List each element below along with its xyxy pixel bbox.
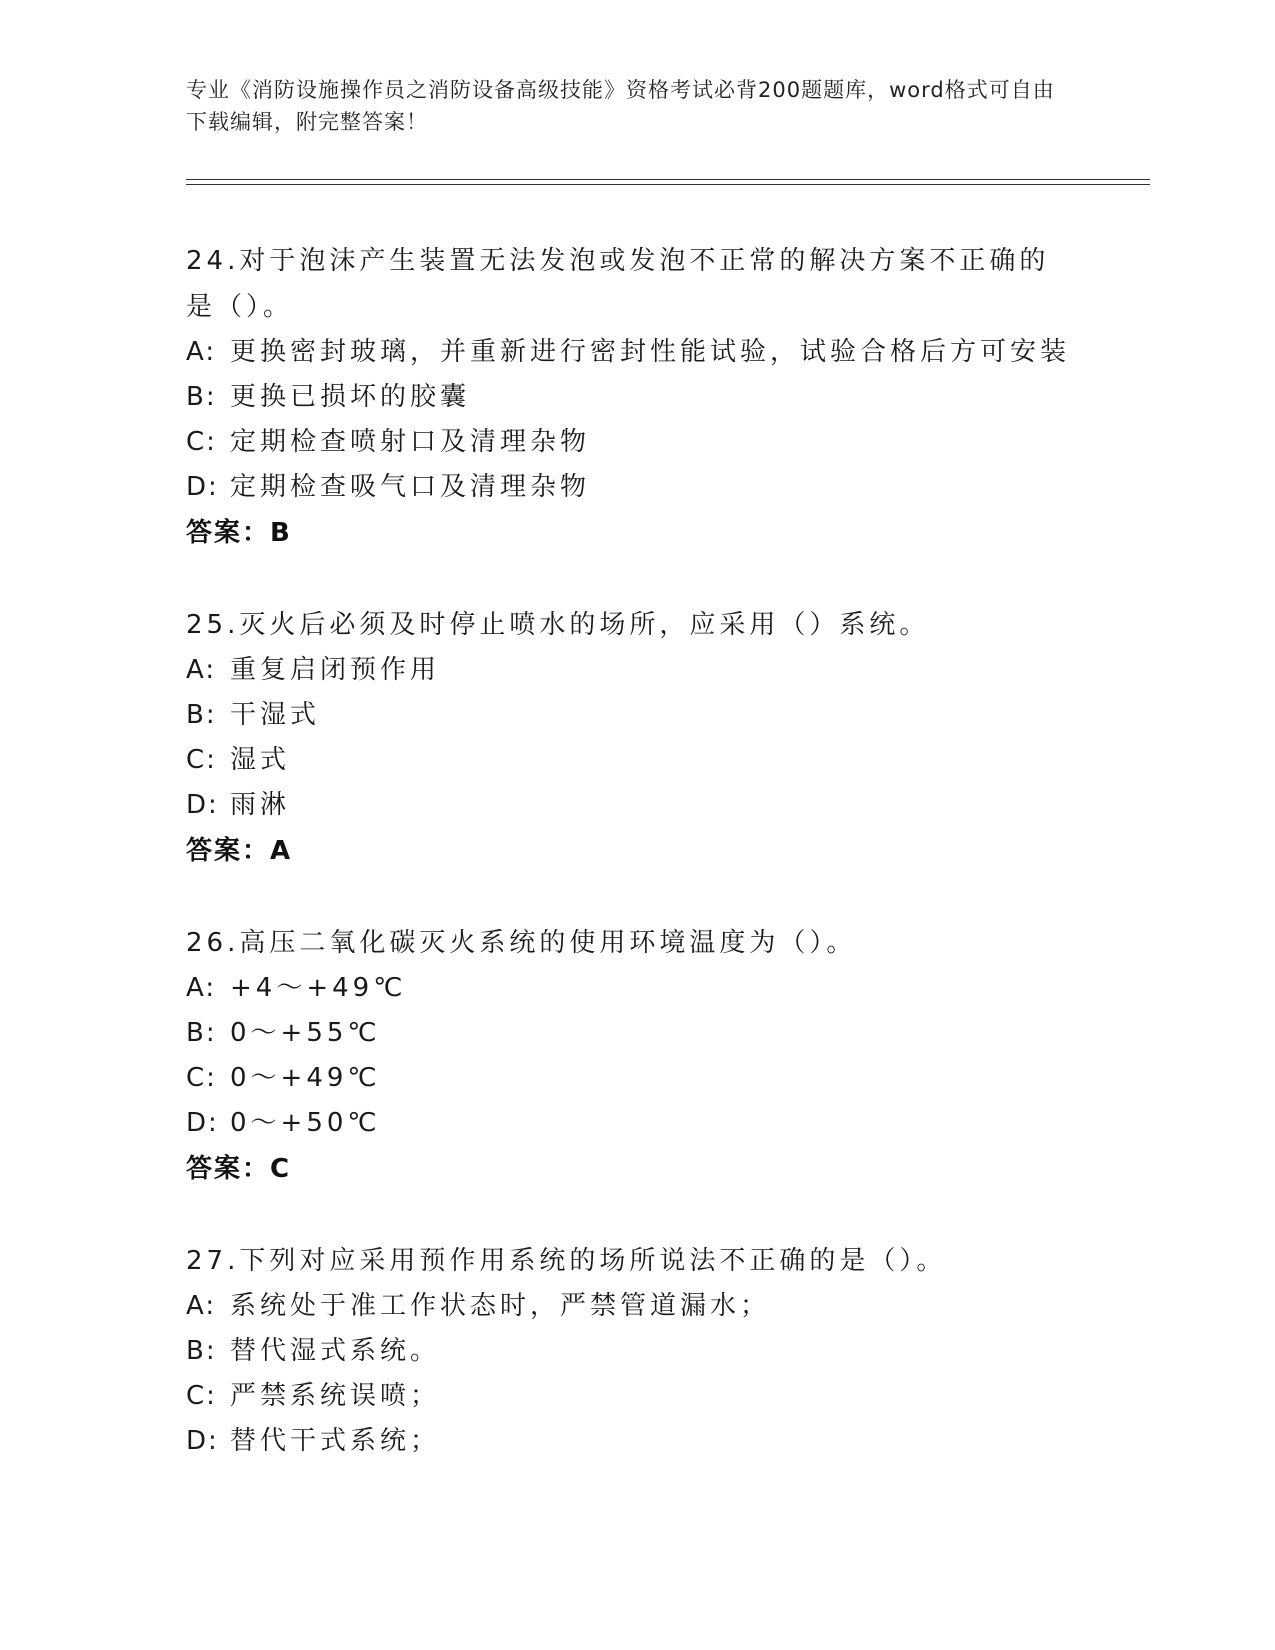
option-text: 替代干式系统； (230, 1426, 441, 1456)
answer-line: 答案：A (186, 836, 293, 866)
option-d (186, 783, 1076, 828)
option-key: C: (186, 1381, 217, 1411)
header-rule-top (186, 179, 1150, 180)
question-26 (186, 920, 1076, 1192)
option-b (186, 1329, 1076, 1374)
option-a (186, 648, 1076, 693)
option-text: 重复启闭预作用 (230, 655, 441, 685)
option-key: C: (186, 427, 217, 457)
option-text: 0～+50℃ (230, 1108, 381, 1138)
option-key: A: (186, 973, 217, 1003)
option-text: 系统处于准工作状态时，严禁管道漏水； (230, 1291, 771, 1321)
option-a (186, 966, 1076, 1011)
option-key: D: (186, 790, 219, 820)
option-text: 0～+55℃ (230, 1018, 381, 1048)
option-d (186, 465, 1076, 510)
question-24 (186, 238, 1076, 556)
option-c (186, 420, 1076, 465)
option-d (186, 1419, 1076, 1464)
option-key: C: (186, 745, 217, 775)
option-key: C: (186, 1063, 217, 1093)
header-rule-bottom (186, 184, 1150, 185)
option-key: D: (186, 1108, 219, 1138)
option-d (186, 1101, 1076, 1146)
option-c (186, 1374, 1076, 1419)
option-text: 定期检查喷射口及清理杂物 (230, 427, 591, 457)
option-text: +4～+49℃ (230, 973, 407, 1003)
option-key: B: (186, 1018, 217, 1048)
question-27 (186, 1238, 1076, 1464)
option-b (186, 375, 1076, 420)
question-stem: 24.对于泡沫产生装置无法发泡或发泡不正常的解决方案不正确的是（）。 (186, 246, 1050, 322)
answer-line: 答案：B (186, 518, 292, 548)
question-stem: 26.高压二氧化碳灭火系统的使用环境温度为（）。 (186, 928, 857, 958)
option-text: 定期检查吸气口及清理杂物 (230, 472, 591, 502)
question-25 (186, 602, 1076, 874)
option-c (186, 738, 1076, 783)
option-text: 更换密封玻璃，并重新进行密封性能试验，试验合格后方可安装 (230, 337, 1071, 367)
option-b (186, 693, 1076, 738)
option-a (186, 1284, 1076, 1329)
option-text: 干湿式 (230, 700, 321, 730)
option-key: D: (186, 1426, 219, 1456)
option-key: D: (186, 472, 219, 502)
option-key: A: (186, 337, 217, 367)
option-key: B: (186, 1336, 217, 1366)
document-header: 专业《消防设施操作员之消防设备高级技能》资格考试必背200题题库，word格式可自由下载编辑，附完整答案！ (186, 78, 1055, 134)
option-key: B: (186, 700, 217, 730)
option-c (186, 1056, 1076, 1101)
option-key: A: (186, 655, 217, 685)
option-text: 严禁系统误喷； (230, 1381, 441, 1411)
option-key: B: (186, 382, 217, 412)
option-text: 替代湿式系统。 (230, 1336, 441, 1366)
option-text: 湿式 (230, 745, 291, 775)
question-list (186, 238, 1076, 1510)
option-a (186, 330, 1076, 375)
answer-line: 答案：C (186, 1154, 292, 1184)
option-text: 更换已损坏的胶囊 (230, 382, 471, 412)
question-stem: 25.灭火后必须及时停止喷水的场所，应采用（）系统。 (186, 610, 930, 640)
option-text: 雨淋 (230, 790, 291, 820)
question-stem: 27.下列对应采用预作用系统的场所说法不正确的是（）。 (186, 1246, 947, 1276)
option-text: 0～+49℃ (230, 1063, 381, 1093)
option-b (186, 1011, 1076, 1056)
option-key: A: (186, 1291, 217, 1321)
